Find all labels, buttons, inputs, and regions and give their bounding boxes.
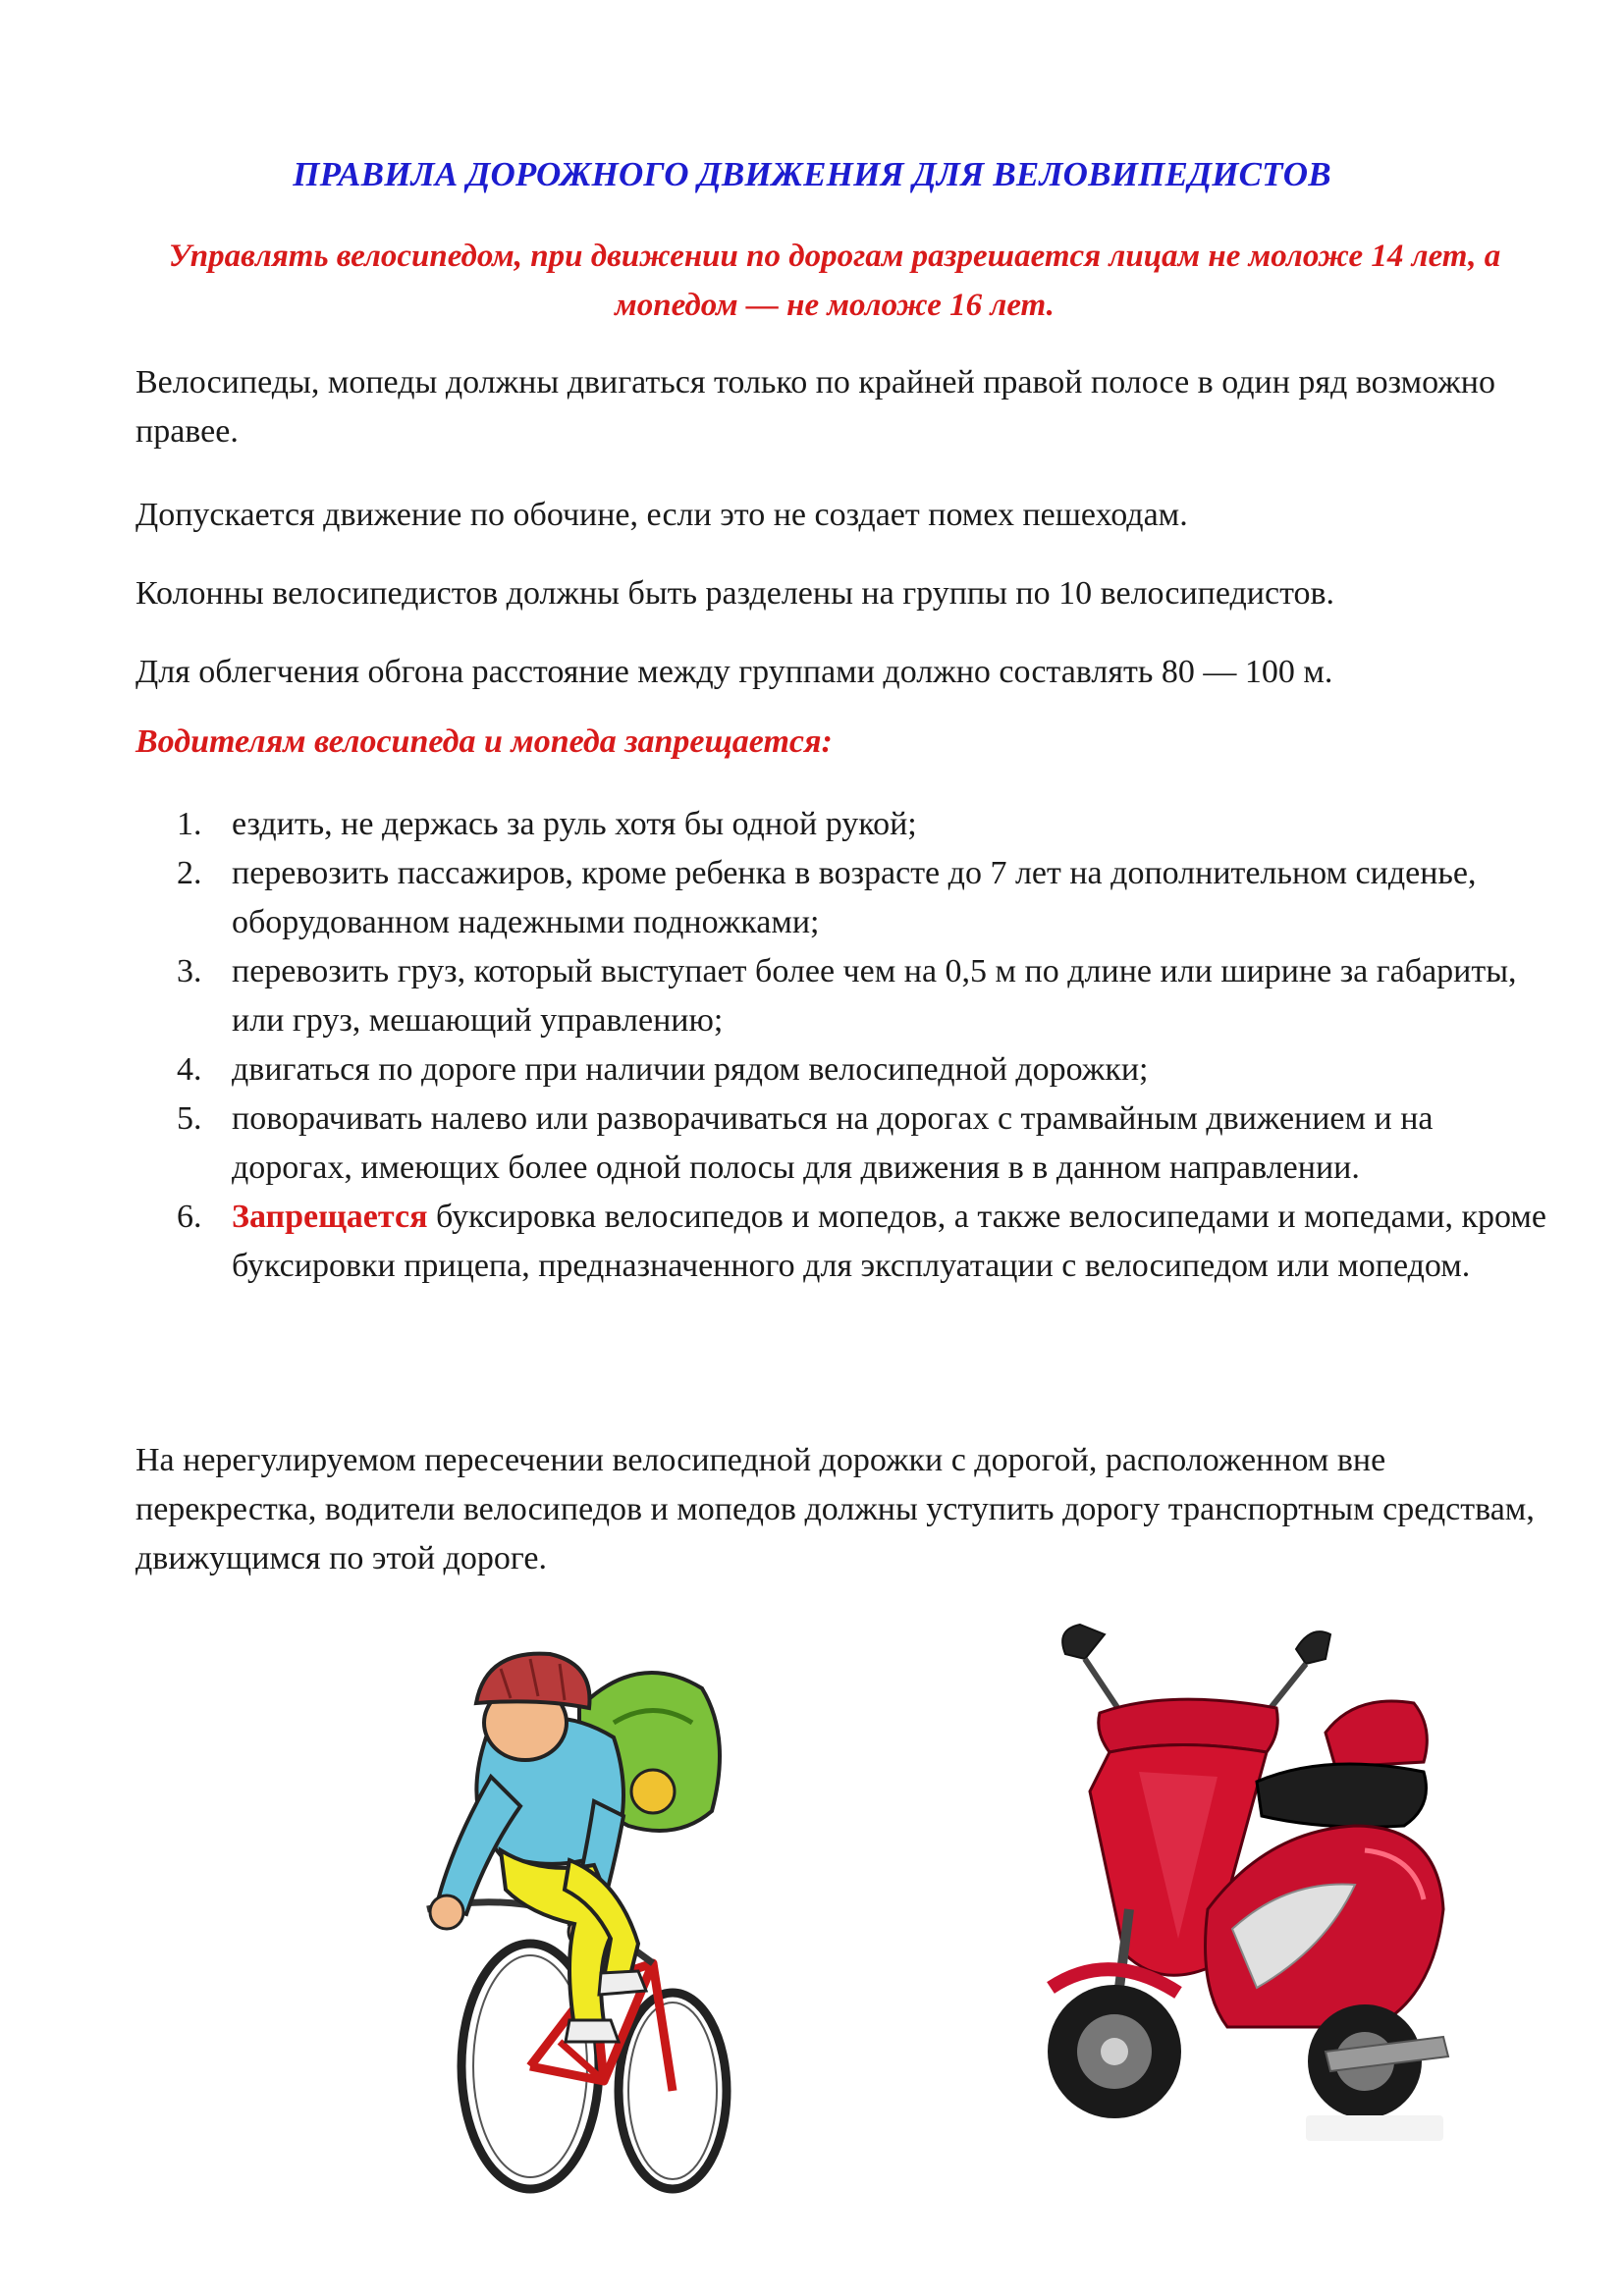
list-item: [177, 849, 1551, 947]
paragraph-overtaking-rule: Для облегчения обгона расстояние между группами должно составлять 80 — 100 м.: [135, 654, 1333, 690]
age-requirement-subtitle: Управлять велосипедом, при движении по дорогам разрешается лицам не моложе 14 лет, а мопедом — не моложе 16 лет.: [168, 239, 1501, 323]
cyclist-illustration: [393, 1629, 795, 2209]
list-item-text: буксировка велосипедов и мопедов, а также велосипедами и мопедами, кроме буксировки прицепа, предназначенного для эксплуатации с велосипедом или мопедом.: [232, 1199, 1546, 1284]
list-item-number: 4.: [177, 1051, 202, 1088]
list-item-text: ездить, не держась за руль хотя бы одной рукой;: [232, 806, 917, 842]
list-item: [177, 947, 1551, 1045]
list-item-number: 3.: [177, 953, 202, 989]
list-item-text: поворачивать налево или разворачиваться на дорогах с трамвайным движением и на дорогах, имеющих более одной полосы для движения в в данном направлении.: [232, 1100, 1434, 1186]
page-title: ПРАВИЛА ДОРОЖНОГО ДВИЖЕНИЯ ДЛЯ ВЕЛОВИПЕДИСТОВ: [293, 155, 1331, 193]
list-item-number: 2.: [177, 855, 202, 891]
list-item-text: перевозить пассажиров, кроме ребенка в возрасте до 7 лет на дополнительном сиденье, оборудованном надежными подножками;: [232, 855, 1477, 940]
list-item-lead: Запрещается: [232, 1199, 428, 1235]
list-item: [177, 800, 1551, 849]
prohibited-list: [177, 800, 1551, 1291]
list-item-text: перевозить груз, который выступает более чем на 0,5 м по длине или ширине за габариты, или груз, мешающий управлению;: [232, 953, 1517, 1039]
prohibited-heading: Водителям велосипеда и мопеда запрещается:: [135, 723, 833, 760]
list-item-number: 6.: [177, 1199, 202, 1235]
list-item-text: двигаться по дороге при наличии рядом велосипедной дорожки;: [232, 1051, 1149, 1088]
paragraph-crossing-rule: На нерегулируемом пересечении велосипедной дорожки с дорогой, расположенном вне перекрестка, водители велосипедов и мопедов должны уступить дорогу транспортным средствам, движущимся по этой дороге.: [135, 1442, 1535, 1576]
paragraph-lane-rule: Велосипеды, мопеды должны двигаться только по крайней правой полосе в один ряд возможно правее.: [135, 364, 1495, 450]
list-item: [177, 1045, 1551, 1095]
list-item-number: 5.: [177, 1100, 202, 1137]
scooter-illustration: [1031, 1615, 1473, 2164]
paragraph-shoulder-rule: Допускается движение по обочине, если это не создает помех пешеходам.: [135, 497, 1188, 533]
list-item: [177, 1095, 1551, 1193]
paragraph-column-rule: Колонны велосипедистов должны быть разделены на группы по 10 велосипедистов.: [135, 575, 1335, 612]
list-item-number: 1.: [177, 806, 202, 842]
list-item: [177, 1193, 1551, 1291]
